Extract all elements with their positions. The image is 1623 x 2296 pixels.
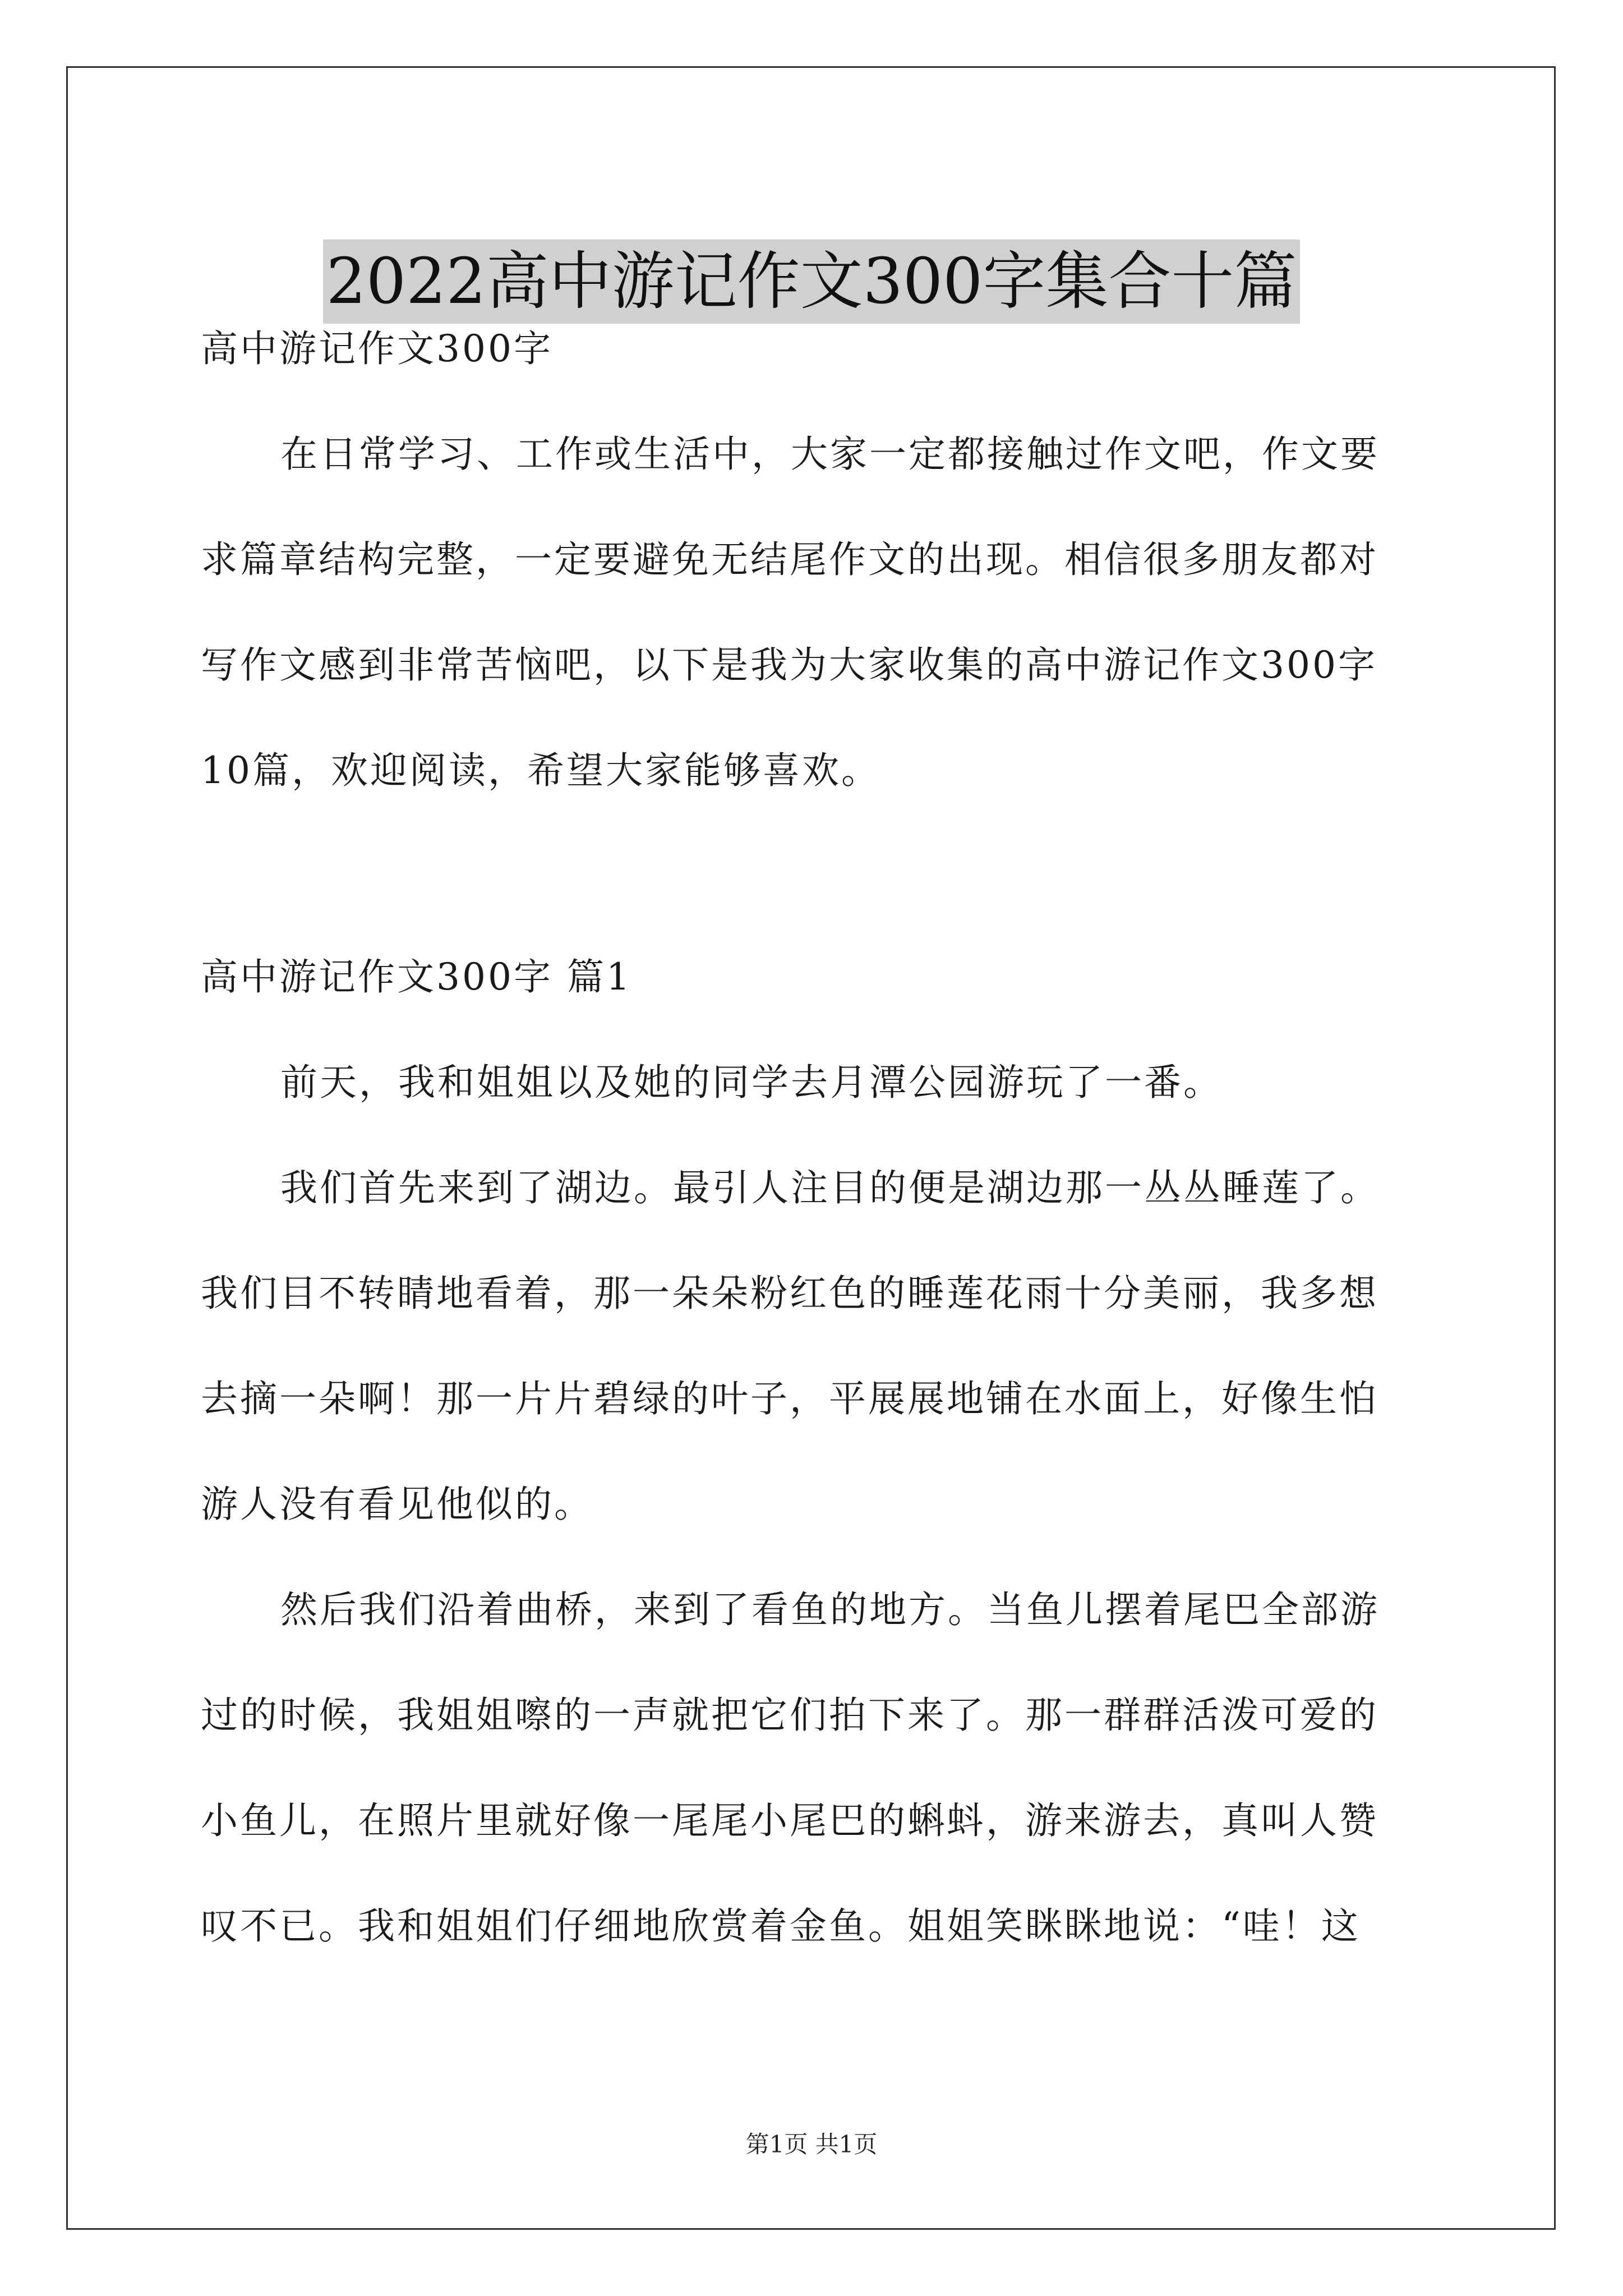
section1-p3-line-3: 小鱼儿，在照片里就好像一尾尾小尾巴的蝌蚪，游来游去，真叫人赞 <box>201 1799 1378 1842</box>
section1-p3-line-2: 过的时候，我姐姐嚓的一声就把它们拍下来了。那一群群活泼可爱的 <box>201 1694 1378 1737</box>
section1-p3-line-4: 叹不已。我和姐姐们仔细地欣赏着金鱼。姐姐笑眯眯地说：“哇！这 <box>201 1904 1361 1948</box>
page-number: 第1页 共1页 <box>745 2131 878 2158</box>
section-gap <box>201 823 1435 924</box>
intro-line-1: 在日常学习、工作或生活中，大家一定都接触过作文吧，作文要 <box>280 432 1380 476</box>
page-footer <box>0 2126 1623 2160</box>
intro-line-2: 求篇章结构完整，一定要避免无结尾作文的出现。相信很多朋友都对 <box>201 538 1378 581</box>
section1-p1-line-1: 前天，我和姐姐以及她的同学去月潭公园游玩了一番。 <box>280 1061 1223 1104</box>
section1-p2-line-1: 我们首先来到了湖边。最引人注目的便是湖边那一丛丛睡莲了。 <box>280 1166 1380 1209</box>
document-body <box>201 296 1435 1979</box>
section1-p2-line-2: 我们目不转睛地看着，那一朵朵粉红色的睡莲花雨十分美丽，我多想 <box>201 1272 1378 1315</box>
section1-p2-line-3: 去摘一朵啊！那一片片碧绿的叶子，平展展地铺在水面上，好像生怕 <box>201 1377 1378 1420</box>
intro-line-3: 写作文感到非常苦恼吧，以下是我为大家收集的高中游记作文300字 <box>201 643 1377 687</box>
intro-line-4: 10篇，欢迎阅读，希望大家能够喜欢。 <box>201 749 880 792</box>
document-title: 2022高中游记作文300字集合十篇 <box>323 240 1301 324</box>
section1-p2-line-4: 游人没有看见他似的。 <box>201 1483 593 1526</box>
intro-heading: 高中游记作文300字 <box>201 327 553 370</box>
section1-p3-line-1: 然后我们沿着曲桥，来到了看鱼的地方。当鱼儿摆着尾巴全部游 <box>280 1588 1380 1631</box>
section1-heading: 高中游记作文300字 篇1 <box>201 955 632 999</box>
